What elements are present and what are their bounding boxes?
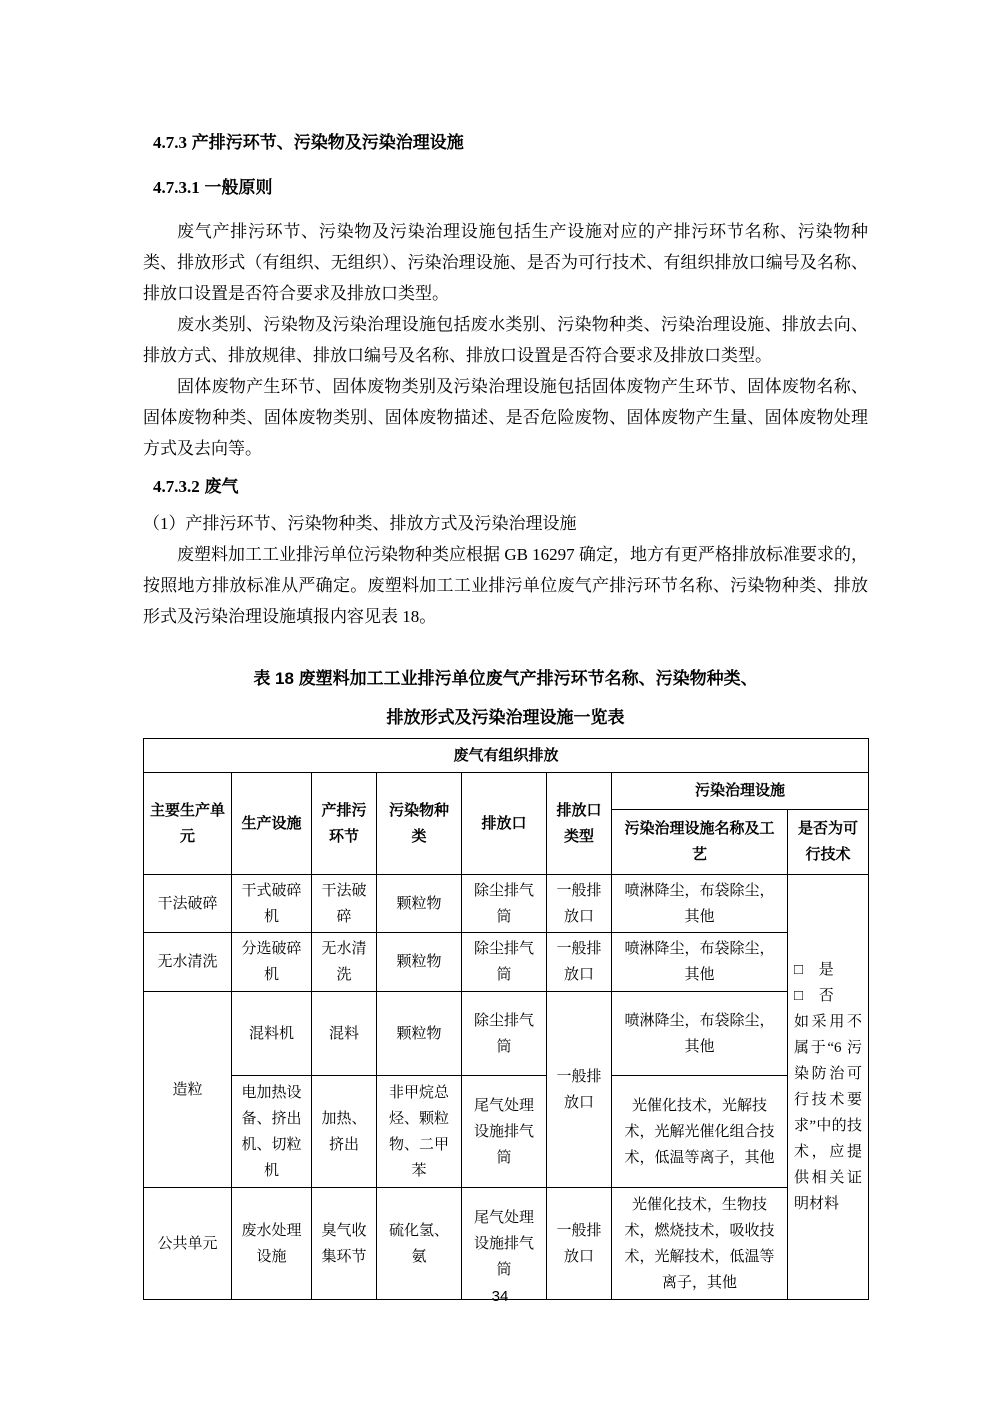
cell-outlet-type: 一般排放口 [547,992,612,1188]
paragraph-gb16297: 废塑料加工工业排污单位污染物种类应根据 GB 16297 确定，地方有更严格排放标准要求的，按照地方排放标准从严确定。废塑料加工工业排污单位废气产排污环节名称、污染物种类、排放形式及污染治理设施填报内容见表 18。 [143,545,868,626]
cell-pollutant: 颗粒物 [377,933,462,992]
cell-facility: 混料机 [232,992,312,1076]
feasible-note-text: 如采用不属于“6 污染防治可行技术要求”中的技术，应提供相关证明材料 [794,1014,863,1212]
cell-pollutant: 颗粒物 [377,875,462,933]
section-heading-4-7-3 [153,133,868,153]
col-header-outlet-type: 排放口类型 [547,773,612,875]
paragraph-waste-water: 废水类别、污染物及污染治理设施包括废水类别、污染物种类、污染治理设施、排放去向、排放方式、排放规律、排放口编号及名称、排放口设置是否符合要求及排放口类型。 [143,315,868,365]
table-row [144,933,869,992]
table-row [144,1076,869,1188]
table-row [144,1188,869,1300]
cell-outlet-type: 一般排放口 [547,933,612,992]
cell-treatment: 喷淋降尘，布袋除尘，其他 [612,933,788,992]
cell-facility: 干式破碎机 [232,875,312,933]
table-caption [143,659,868,737]
col-header-pollutant: 污染物种类 [377,773,462,875]
col-header-stage: 产排污环节 [312,773,377,875]
cell-feasible-note [788,875,869,1300]
col-header-treatment: 污染治理设施名称及工艺 [612,810,788,875]
paragraph-solid-waste: 固体废物产生环节、固体废物类别及污染治理设施包括固体废物产生环节、固体废物名称、固体废物种类、固体废物类别、固体废物描述、是否危险废物、固体废物产生量、固体废物处理方式及去向等。 [143,377,868,458]
cell-unit: 造粒 [144,992,232,1188]
cell-outlet: 除尘排气筒 [462,992,547,1076]
checkbox-yes: □ 是 [794,962,840,978]
document-content [143,0,868,1300]
section-number: 4.7.3.2 [153,477,200,496]
cell-outlet: 尾气处理设施排气筒 [462,1076,547,1188]
paragraph-waste-gas: 废气产排污环节、污染物及污染治理设施包括生产设施对应的产排污环节名称、污染物种类、排放形式（有组织、无组织）、污染治理设施、是否为可行技术、有组织排放口编号及名称、排放口设置是否符合要求及排放口类型。 [143,222,868,303]
section-heading-4-7-3-1 [153,178,868,198]
col-header-unit: 主要生产单元 [144,773,232,875]
cell-facility: 废水处理设施 [232,1188,312,1300]
cell-unit: 公共单元 [144,1188,232,1300]
cell-pollutant: 非甲烷总烃、颗粒物、二甲苯 [377,1076,462,1188]
cell-facility: 分选破碎机 [232,933,312,992]
table-caption-line1: 表 18 废塑料加工工业排污单位废气产排污环节名称、污染物种类、 [253,669,758,688]
section-title: 一般原则 [204,178,273,197]
cell-outlet-type: 一般排放口 [547,1188,612,1300]
page-number: 34 [491,1288,509,1305]
checkbox-no: □ 否 [794,988,840,1004]
cell-unit: 干法破碎 [144,875,232,933]
col-header-facility: 生产设施 [232,773,312,875]
cell-treatment: 光催化技术，光解技术，光解光催化组合技术，低温等离子，其他 [612,1076,788,1188]
cell-treatment: 喷淋降尘，布袋除尘，其他 [612,875,788,933]
section-number: 4.7.3 [153,133,187,152]
table-18 [143,738,869,1300]
cell-treatment: 喷淋降尘，布袋除尘，其他 [612,992,788,1076]
col-header-feasible: 是否为可行技术 [788,810,869,875]
cell-pollutant: 硫化氢、氨 [377,1188,462,1300]
table-banner: 废气有组织排放 [144,739,869,773]
section-title: 产排污环节、污染物及污染治理设施 [191,133,464,152]
cell-outlet: 除尘排气筒 [462,933,547,992]
section-title: 废气 [204,477,239,496]
section-heading-4-7-3-2 [153,477,868,497]
cell-treatment: 光催化技术，生物技术，燃烧技术，吸收技术，光解技术，低温等离子，其他 [612,1188,788,1300]
table-row [144,875,869,933]
cell-outlet-type: 一般排放口 [547,875,612,933]
cell-pollutant: 颗粒物 [377,992,462,1076]
cell-stage: 干法破碎 [312,875,377,933]
cell-facility: 电加热设备、挤出机、切粒机 [232,1076,312,1188]
cell-stage: 加热、挤出 [312,1076,377,1188]
table-caption-line2: 排放形式及污染治理设施一览表 [386,708,625,727]
cell-outlet: 除尘排气筒 [462,875,547,933]
cell-outlet: 尾气处理设施排气筒 [462,1188,547,1300]
cell-stage: 无水清洗 [312,933,377,992]
list-item-1: （1）产排污环节、污染物种类、排放方式及污染治理设施 [143,514,577,533]
cell-unit: 无水清洗 [144,933,232,992]
col-header-treatment-group: 污染治理设施 [612,773,869,810]
cell-stage: 臭气收集环节 [312,1188,377,1300]
table-row [144,992,869,1076]
col-header-outlet: 排放口 [462,773,547,875]
section-number: 4.7.3.1 [153,178,200,197]
cell-stage: 混料 [312,992,377,1076]
